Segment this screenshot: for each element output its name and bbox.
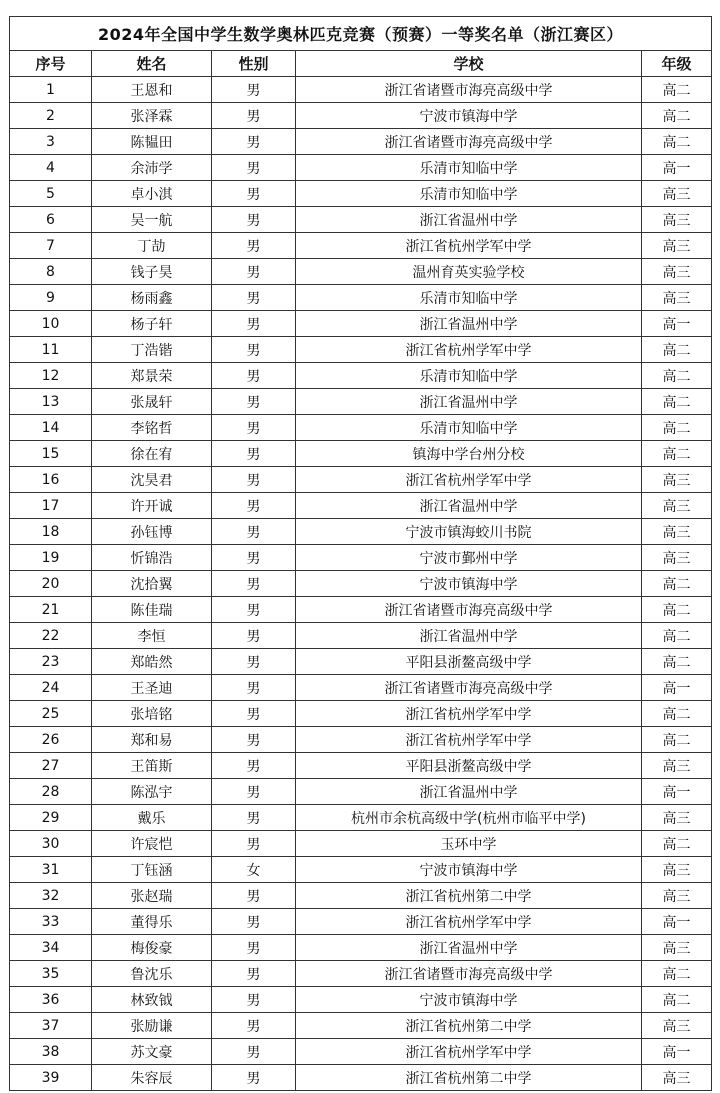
- gender-cell: 男: [212, 701, 296, 727]
- gender-cell: 男: [212, 311, 296, 337]
- index-cell: 8: [10, 259, 92, 285]
- grade-cell: 高二: [642, 831, 712, 857]
- gender-cell: 男: [212, 753, 296, 779]
- index-cell: 7: [10, 233, 92, 259]
- index-cell: 22: [10, 623, 92, 649]
- name-cell: 忻锦浩: [92, 545, 212, 571]
- index-cell: 9: [10, 285, 92, 311]
- gender-cell: 男: [212, 415, 296, 441]
- gender-cell: 男: [212, 987, 296, 1013]
- table-body: [10, 77, 712, 1091]
- index-cell: 32: [10, 883, 92, 909]
- grade-cell: 高三: [642, 753, 712, 779]
- table-row: [10, 181, 712, 207]
- grade-cell: 高三: [642, 181, 712, 207]
- school-cell: 浙江省温州中学: [296, 207, 642, 233]
- grade-cell: 高三: [642, 207, 712, 233]
- table-row: [10, 623, 712, 649]
- grade-cell: 高三: [642, 857, 712, 883]
- index-cell: 18: [10, 519, 92, 545]
- gender-cell: 男: [212, 103, 296, 129]
- index-cell: 1: [10, 77, 92, 103]
- index-cell: 17: [10, 493, 92, 519]
- index-cell: 2: [10, 103, 92, 129]
- title-row: [10, 17, 712, 51]
- table-row: [10, 1065, 712, 1091]
- name-cell: 余沛学: [92, 155, 212, 181]
- gender-cell: 男: [212, 467, 296, 493]
- grade-cell: 高一: [642, 909, 712, 935]
- grade-cell: 高三: [642, 519, 712, 545]
- school-cell: 浙江省杭州学军中学: [296, 727, 642, 753]
- name-cell: 许宸恺: [92, 831, 212, 857]
- school-cell: 玉环中学: [296, 831, 642, 857]
- table-row: [10, 389, 712, 415]
- table-row: [10, 753, 712, 779]
- school-cell: 浙江省杭州学军中学: [296, 467, 642, 493]
- index-cell: 25: [10, 701, 92, 727]
- name-cell: 徐在宥: [92, 441, 212, 467]
- index-cell: 35: [10, 961, 92, 987]
- gender-cell: 男: [212, 77, 296, 103]
- index-cell: 14: [10, 415, 92, 441]
- grade-cell: 高二: [642, 129, 712, 155]
- grade-cell: 高三: [642, 545, 712, 571]
- school-cell: 乐清市知临中学: [296, 285, 642, 311]
- gender-cell: 男: [212, 493, 296, 519]
- name-cell: 杨雨鑫: [92, 285, 212, 311]
- school-cell: 乐清市知临中学: [296, 155, 642, 181]
- name-cell: 王恩和: [92, 77, 212, 103]
- name-cell: 陈佳瑞: [92, 597, 212, 623]
- gender-cell: 男: [212, 571, 296, 597]
- header-row: [10, 51, 712, 77]
- index-cell: 27: [10, 753, 92, 779]
- school-cell: 宁波市镇海中学: [296, 571, 642, 597]
- name-cell: 丁钰涵: [92, 857, 212, 883]
- table-row: [10, 597, 712, 623]
- grade-cell: 高二: [642, 623, 712, 649]
- school-cell: 宁波市镇海蛟川书院: [296, 519, 642, 545]
- table-row: [10, 155, 712, 181]
- name-cell: 沈拾翼: [92, 571, 212, 597]
- gender-cell: 女: [212, 857, 296, 883]
- gender-cell: 男: [212, 1065, 296, 1091]
- school-cell: 浙江省杭州第二中学: [296, 883, 642, 909]
- grade-cell: 高三: [642, 467, 712, 493]
- grade-cell: 高二: [642, 649, 712, 675]
- name-cell: 张励谦: [92, 1013, 212, 1039]
- index-cell: 34: [10, 935, 92, 961]
- table-row: [10, 259, 712, 285]
- name-cell: 苏文豪: [92, 1039, 212, 1065]
- table-row: [10, 987, 712, 1013]
- school-cell: 镇海中学台州分校: [296, 441, 642, 467]
- grade-cell: 高一: [642, 675, 712, 701]
- school-cell: 浙江省杭州学军中学: [296, 1039, 642, 1065]
- name-cell: 沈昊君: [92, 467, 212, 493]
- grade-cell: 高二: [642, 103, 712, 129]
- school-cell: 浙江省杭州学军中学: [296, 337, 642, 363]
- index-cell: 39: [10, 1065, 92, 1091]
- table-row: [10, 961, 712, 987]
- school-cell: 浙江省杭州学军中学: [296, 233, 642, 259]
- name-cell: 张培铭: [92, 701, 212, 727]
- name-cell: 卓小淇: [92, 181, 212, 207]
- grade-cell: 高三: [642, 1013, 712, 1039]
- index-cell: 15: [10, 441, 92, 467]
- school-cell: 浙江省杭州学军中学: [296, 701, 642, 727]
- table-row: [10, 493, 712, 519]
- gender-cell: 男: [212, 285, 296, 311]
- gender-cell: 男: [212, 1039, 296, 1065]
- school-cell: 浙江省杭州第二中学: [296, 1013, 642, 1039]
- gender-cell: 男: [212, 831, 296, 857]
- grade-cell: 高一: [642, 311, 712, 337]
- name-cell: 丁浩锴: [92, 337, 212, 363]
- name-cell: 许开诚: [92, 493, 212, 519]
- name-cell: 郑皓然: [92, 649, 212, 675]
- index-cell: 6: [10, 207, 92, 233]
- grade-cell: 高一: [642, 1039, 712, 1065]
- table-row: [10, 337, 712, 363]
- index-cell: 33: [10, 909, 92, 935]
- school-cell: 乐清市知临中学: [296, 181, 642, 207]
- index-cell: 5: [10, 181, 92, 207]
- school-cell: 浙江省杭州第二中学: [296, 1065, 642, 1091]
- school-cell: 浙江省温州中学: [296, 623, 642, 649]
- school-cell: 浙江省温州中学: [296, 311, 642, 337]
- gender-cell: 男: [212, 181, 296, 207]
- name-cell: 张晟轩: [92, 389, 212, 415]
- school-cell: 温州育英实验学校: [296, 259, 642, 285]
- table-row: [10, 207, 712, 233]
- table-row: [10, 779, 712, 805]
- award-list-sheet: [9, 16, 711, 1091]
- table-title: 2024年全国中学生数学奥林匹克竞赛（预赛）一等奖名单（浙江赛区）: [10, 17, 712, 51]
- school-cell: 浙江省诸暨市海亮高级中学: [296, 675, 642, 701]
- table-row: [10, 363, 712, 389]
- school-cell: 宁波市镇海中学: [296, 987, 642, 1013]
- index-cell: 3: [10, 129, 92, 155]
- name-cell: 孙钰博: [92, 519, 212, 545]
- gender-cell: 男: [212, 233, 296, 259]
- index-cell: 24: [10, 675, 92, 701]
- index-cell: 10: [10, 311, 92, 337]
- column-header-school: 学校: [296, 51, 642, 77]
- column-header-index: 序号: [10, 51, 92, 77]
- school-cell: 杭州市余杭高级中学(杭州市临平中学): [296, 805, 642, 831]
- name-cell: 林致钺: [92, 987, 212, 1013]
- table-row: [10, 545, 712, 571]
- index-cell: 23: [10, 649, 92, 675]
- gender-cell: 男: [212, 597, 296, 623]
- grade-cell: 高三: [642, 935, 712, 961]
- table-row: [10, 285, 712, 311]
- gender-cell: 男: [212, 623, 296, 649]
- grade-cell: 高三: [642, 233, 712, 259]
- name-cell: 陈韫田: [92, 129, 212, 155]
- grade-cell: 高三: [642, 285, 712, 311]
- gender-cell: 男: [212, 1013, 296, 1039]
- grade-cell: 高二: [642, 727, 712, 753]
- grade-cell: 高二: [642, 571, 712, 597]
- table-row: [10, 831, 712, 857]
- table-row: [10, 1039, 712, 1065]
- column-header-name: 姓名: [92, 51, 212, 77]
- name-cell: 郑和易: [92, 727, 212, 753]
- gender-cell: 男: [212, 545, 296, 571]
- index-cell: 30: [10, 831, 92, 857]
- school-cell: 平阳县浙鳌高级中学: [296, 753, 642, 779]
- table-row: [10, 649, 712, 675]
- gender-cell: 男: [212, 961, 296, 987]
- name-cell: 吴一航: [92, 207, 212, 233]
- table-row: [10, 805, 712, 831]
- grade-cell: 高一: [642, 779, 712, 805]
- column-header-gender: 性别: [212, 51, 296, 77]
- index-cell: 21: [10, 597, 92, 623]
- gender-cell: 男: [212, 805, 296, 831]
- table-row: [10, 415, 712, 441]
- school-cell: 宁波市镇海中学: [296, 103, 642, 129]
- table-row: [10, 701, 712, 727]
- school-cell: 乐清市知临中学: [296, 415, 642, 441]
- name-cell: 王圣迪: [92, 675, 212, 701]
- name-cell: 李恒: [92, 623, 212, 649]
- name-cell: 郑景荣: [92, 363, 212, 389]
- gender-cell: 男: [212, 519, 296, 545]
- grade-cell: 高二: [642, 597, 712, 623]
- grade-cell: 高二: [642, 961, 712, 987]
- school-cell: 浙江省温州中学: [296, 389, 642, 415]
- grade-cell: 高二: [642, 389, 712, 415]
- school-cell: 浙江省温州中学: [296, 935, 642, 961]
- grade-cell: 高三: [642, 259, 712, 285]
- grade-cell: 高二: [642, 337, 712, 363]
- award-table: [9, 16, 712, 1091]
- gender-cell: 男: [212, 337, 296, 363]
- index-cell: 28: [10, 779, 92, 805]
- name-cell: 朱容辰: [92, 1065, 212, 1091]
- school-cell: 浙江省温州中学: [296, 779, 642, 805]
- index-cell: 4: [10, 155, 92, 181]
- school-cell: 宁波市鄞州中学: [296, 545, 642, 571]
- gender-cell: 男: [212, 883, 296, 909]
- table-row: [10, 1013, 712, 1039]
- table-row: [10, 727, 712, 753]
- grade-cell: 高二: [642, 363, 712, 389]
- school-cell: 乐清市知临中学: [296, 363, 642, 389]
- index-cell: 11: [10, 337, 92, 363]
- gender-cell: 男: [212, 935, 296, 961]
- table-row: [10, 103, 712, 129]
- table-row: [10, 883, 712, 909]
- grade-cell: 高一: [642, 155, 712, 181]
- gender-cell: 男: [212, 779, 296, 805]
- gender-cell: 男: [212, 675, 296, 701]
- gender-cell: 男: [212, 727, 296, 753]
- index-cell: 36: [10, 987, 92, 1013]
- name-cell: 鲁沈乐: [92, 961, 212, 987]
- table-row: [10, 233, 712, 259]
- name-cell: 李铭哲: [92, 415, 212, 441]
- grade-cell: 高二: [642, 701, 712, 727]
- table-row: [10, 857, 712, 883]
- index-cell: 37: [10, 1013, 92, 1039]
- index-cell: 31: [10, 857, 92, 883]
- table-row: [10, 311, 712, 337]
- table-row: [10, 935, 712, 961]
- index-cell: 20: [10, 571, 92, 597]
- table-row: [10, 77, 712, 103]
- name-cell: 钱子昊: [92, 259, 212, 285]
- table-row: [10, 129, 712, 155]
- school-cell: 平阳县浙鳌高级中学: [296, 649, 642, 675]
- gender-cell: 男: [212, 363, 296, 389]
- school-cell: 浙江省诸暨市海亮高级中学: [296, 961, 642, 987]
- school-cell: 浙江省诸暨市海亮高级中学: [296, 77, 642, 103]
- gender-cell: 男: [212, 129, 296, 155]
- index-cell: 19: [10, 545, 92, 571]
- grade-cell: 高三: [642, 493, 712, 519]
- grade-cell: 高二: [642, 415, 712, 441]
- index-cell: 38: [10, 1039, 92, 1065]
- school-cell: 宁波市镇海中学: [296, 857, 642, 883]
- school-cell: 浙江省温州中学: [296, 493, 642, 519]
- column-header-grade: 年级: [642, 51, 712, 77]
- name-cell: 王笛斯: [92, 753, 212, 779]
- grade-cell: 高二: [642, 77, 712, 103]
- table-row: [10, 467, 712, 493]
- gender-cell: 男: [212, 207, 296, 233]
- name-cell: 陈泓宇: [92, 779, 212, 805]
- name-cell: 梅俊豪: [92, 935, 212, 961]
- name-cell: 张泽霖: [92, 103, 212, 129]
- table-row: [10, 909, 712, 935]
- table-row: [10, 519, 712, 545]
- school-cell: 浙江省诸暨市海亮高级中学: [296, 597, 642, 623]
- name-cell: 戴乐: [92, 805, 212, 831]
- index-cell: 13: [10, 389, 92, 415]
- table-row: [10, 441, 712, 467]
- gender-cell: 男: [212, 389, 296, 415]
- gender-cell: 男: [212, 441, 296, 467]
- index-cell: 16: [10, 467, 92, 493]
- gender-cell: 男: [212, 649, 296, 675]
- index-cell: 12: [10, 363, 92, 389]
- name-cell: 丁劼: [92, 233, 212, 259]
- table-row: [10, 571, 712, 597]
- grade-cell: 高二: [642, 987, 712, 1013]
- gender-cell: 男: [212, 259, 296, 285]
- grade-cell: 高三: [642, 1065, 712, 1091]
- index-cell: 26: [10, 727, 92, 753]
- index-cell: 29: [10, 805, 92, 831]
- table-row: [10, 675, 712, 701]
- gender-cell: 男: [212, 155, 296, 181]
- school-cell: 浙江省杭州学军中学: [296, 909, 642, 935]
- name-cell: 杨子轩: [92, 311, 212, 337]
- name-cell: 张赵瑞: [92, 883, 212, 909]
- school-cell: 浙江省诸暨市海亮高级中学: [296, 129, 642, 155]
- name-cell: 董得乐: [92, 909, 212, 935]
- grade-cell: 高三: [642, 883, 712, 909]
- gender-cell: 男: [212, 909, 296, 935]
- grade-cell: 高二: [642, 441, 712, 467]
- grade-cell: 高三: [642, 805, 712, 831]
